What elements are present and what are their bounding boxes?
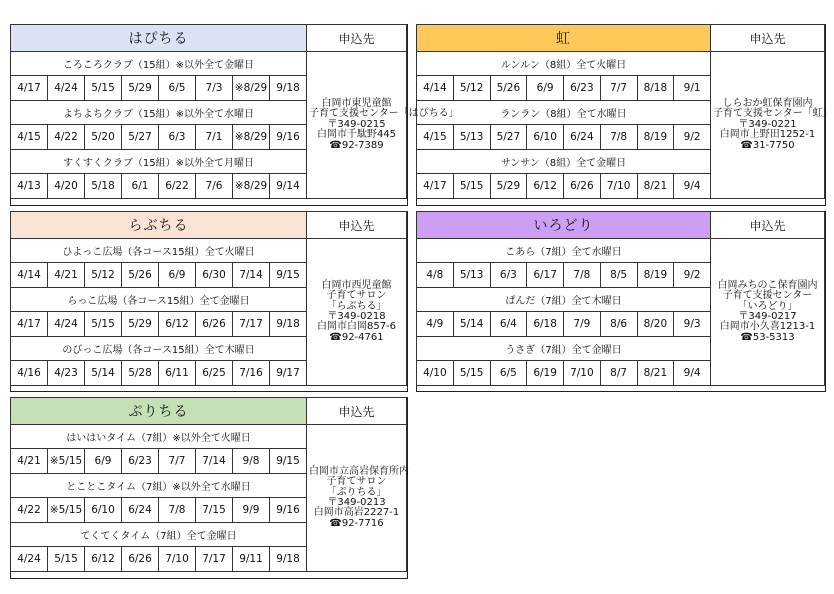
program-name: はいはいタイム（7組）※以外全て火曜日 — [11, 425, 307, 449]
purichiru-block — [10, 397, 408, 579]
date-cell: 4/16 — [11, 361, 48, 386]
date-cell: 5/26 — [490, 76, 527, 101]
contact-line: 白岡市千駄野445 — [316, 129, 397, 141]
irodori-apply-header: 申込先 — [711, 212, 825, 239]
irodori-contact-info — [711, 239, 825, 386]
date-cell: 8/5 — [600, 263, 637, 288]
date-cell: 9/8 — [233, 449, 270, 474]
date-cell: 7/16 — [233, 361, 270, 386]
date-cell: 6/12 — [85, 547, 122, 572]
niji-block — [416, 24, 833, 206]
date-cell: 7/8 — [600, 125, 637, 150]
date-cell: 7/7 — [600, 76, 637, 101]
rabuchiru-apply-header: 申込先 — [307, 212, 407, 239]
date-cell: 4/14 — [11, 263, 48, 288]
irodori-block — [416, 211, 826, 392]
date-cell: 4/17 — [11, 76, 48, 101]
date-cell: 9/3 — [674, 312, 711, 337]
date-cell: 6/1 — [122, 174, 159, 199]
date-cell: 6/9 — [159, 263, 196, 288]
hapichiru-apply-header: 申込先 — [307, 25, 407, 52]
date-cell: ※8/29 — [233, 125, 270, 150]
date-cell: 5/20 — [85, 125, 122, 150]
date-cell: 8/19 — [637, 125, 674, 150]
date-cell: 8/19 — [637, 263, 674, 288]
date-cell: 4/22 — [48, 125, 85, 150]
date-cell: 8/20 — [637, 312, 674, 337]
date-cell: 8/7 — [600, 361, 637, 386]
date-cell: 7/3 — [196, 76, 233, 101]
contact-line: 子育て支援センター「虹」 — [713, 108, 833, 120]
date-cell: 9/18 — [270, 76, 307, 101]
date-cell: 4/23 — [48, 361, 85, 386]
rabuchiru-contact-info — [307, 239, 407, 386]
date-cell: 5/29 — [490, 174, 527, 199]
date-cell: 6/17 — [527, 263, 564, 288]
contact-line: 〒349-0221 — [738, 118, 797, 130]
date-cell: 6/10 — [527, 125, 564, 150]
date-cell: 7/17 — [233, 312, 270, 337]
date-cell: 9/14 — [270, 174, 307, 199]
date-cell: 8/21 — [637, 174, 674, 199]
contact-line: 〒349-0215 — [327, 118, 386, 130]
hapichiru-title: はぴちる — [11, 25, 307, 52]
date-cell: 5/29 — [122, 312, 159, 337]
date-cell: 4/10 — [417, 361, 454, 386]
contact-line: 子育て支援センター — [722, 290, 813, 302]
date-cell: 6/26 — [564, 174, 601, 199]
date-cell: 4/13 — [11, 174, 48, 199]
date-cell: 9/4 — [674, 174, 711, 199]
purichiru-title: ぷりちる — [11, 398, 307, 425]
date-cell: 4/24 — [48, 76, 85, 101]
irodori-table — [416, 211, 825, 386]
date-cell: 4/20 — [48, 174, 85, 199]
date-cell: 6/9 — [527, 76, 564, 101]
program-name: ひよっこ広場（各コース15組）全て火曜日 — [11, 239, 307, 263]
rabuchiru-block — [10, 211, 408, 392]
date-cell: 4/21 — [11, 449, 48, 474]
date-cell: 9/9 — [233, 498, 270, 523]
program-name: こあら（7組）全て水曜日 — [417, 239, 711, 263]
contact-line: ☎53-5313 — [740, 331, 795, 343]
date-cell: 6/24 — [564, 125, 601, 150]
program-name: ころころクラブ（15組）※以外全て金曜日 — [11, 52, 307, 76]
date-cell: 5/29 — [122, 76, 159, 101]
date-cell: 6/26 — [122, 547, 159, 572]
date-cell: 7/17 — [196, 547, 233, 572]
date-cell: 7/7 — [159, 449, 196, 474]
date-cell: 9/16 — [270, 498, 307, 523]
date-cell: 5/15 — [453, 361, 490, 386]
date-cell: 7/10 — [600, 174, 637, 199]
program-name: てくてくタイム（7組）全て金曜日 — [11, 523, 307, 547]
niji-title: 虹 — [417, 25, 711, 52]
contact-line: ☎92-7389 — [329, 139, 384, 151]
date-cell: 7/14 — [196, 449, 233, 474]
date-cell: 6/9 — [85, 449, 122, 474]
contact-line: 白岡市西児童館 — [321, 279, 392, 291]
date-cell: 4/22 — [11, 498, 48, 523]
contact-line: 白岡市東児童館 — [321, 97, 392, 109]
date-cell: 4/15 — [417, 125, 454, 150]
contact-line: 白岡市白岡857-6 — [316, 321, 397, 333]
date-cell: 9/2 — [674, 125, 711, 150]
contact-line: 白岡みちのこ保育園内 — [717, 279, 818, 291]
program-name: のびっこ広場（各コース15組）全て木曜日 — [11, 337, 307, 361]
date-cell: ※5/15 — [48, 449, 85, 474]
contact-line: 〒349-0218 — [327, 311, 386, 322]
date-cell: 6/10 — [85, 498, 122, 523]
contact-line: 白岡市立高岩保育所内 — [309, 465, 409, 477]
contact-line: ☎92-7716 — [329, 517, 384, 529]
date-cell: 4/21 — [48, 263, 85, 288]
contact-line: ☎31-7750 — [740, 139, 795, 151]
niji-apply-header: 申込先 — [711, 25, 825, 52]
rabuchiru-table — [10, 211, 407, 386]
date-cell: 5/27 — [122, 125, 159, 150]
date-cell: 6/19 — [527, 361, 564, 386]
date-cell: 4/15 — [11, 125, 48, 150]
date-cell: ※8/29 — [233, 174, 270, 199]
program-name: らっこ広場（各コース15組）全て金曜日 — [11, 288, 307, 312]
date-cell: 6/30 — [196, 263, 233, 288]
date-cell: 5/14 — [453, 312, 490, 337]
date-cell: 9/4 — [674, 361, 711, 386]
date-cell: 5/26 — [122, 263, 159, 288]
date-cell: 6/26 — [196, 312, 233, 337]
date-cell: 5/13 — [453, 125, 490, 150]
date-cell: 6/5 — [490, 361, 527, 386]
date-cell: 7/10 — [564, 361, 601, 386]
rabuchiru-title: らぶちる — [11, 212, 307, 239]
date-cell: 9/18 — [270, 312, 307, 337]
date-cell: 9/15 — [270, 263, 307, 288]
contact-line: ☎92-4761 — [329, 331, 384, 343]
program-name: ルンルン（8組）全て火曜日 — [417, 52, 711, 76]
date-cell: 7/1 — [196, 125, 233, 150]
date-cell: 4/24 — [11, 547, 48, 572]
date-cell: 9/16 — [270, 125, 307, 150]
contact-line: 〒349-0217 — [738, 311, 797, 322]
date-cell: 6/12 — [527, 174, 564, 199]
contact-line: 「らぶちる」 — [326, 300, 387, 312]
contact-line: 子育てサロン — [326, 476, 387, 488]
date-cell: 5/27 — [490, 125, 527, 150]
date-cell: 6/18 — [527, 312, 564, 337]
date-cell: 6/3 — [490, 263, 527, 288]
contact-line: 「ぷりちる」 — [326, 486, 387, 498]
date-cell: 6/23 — [564, 76, 601, 101]
niji-contact-info — [711, 52, 833, 199]
date-cell: 4/17 — [11, 312, 48, 337]
purichiru-table — [10, 397, 407, 572]
program-name: すくすくクラブ（15組）※以外全て月曜日 — [11, 150, 307, 174]
date-cell: 6/12 — [159, 312, 196, 337]
date-cell: 9/2 — [674, 263, 711, 288]
date-cell: 9/18 — [270, 547, 307, 572]
date-cell: 8/21 — [637, 361, 674, 386]
contact-line: 子育てサロン — [326, 290, 387, 302]
program-name: とことこタイム（7組）※以外全て水曜日 — [11, 474, 307, 498]
date-cell: 9/17 — [270, 361, 307, 386]
date-cell: 4/9 — [417, 312, 454, 337]
date-cell: 5/28 — [122, 361, 159, 386]
program-name: ランラン（8組）全て水曜日 — [417, 101, 711, 125]
program-name: よちよちクラブ（15組）※以外全て水曜日 — [11, 101, 307, 125]
date-cell: 8/18 — [637, 76, 674, 101]
date-cell: 5/15 — [453, 174, 490, 199]
contact-line: 白岡市高岩2227-1 — [313, 507, 400, 519]
date-cell: 6/5 — [159, 76, 196, 101]
date-cell: 4/14 — [417, 76, 454, 101]
irodori-title: いろどり — [417, 212, 711, 239]
date-cell: 5/15 — [85, 76, 122, 101]
contact-line: 〒349-0213 — [327, 497, 386, 508]
date-cell: 6/24 — [122, 498, 159, 523]
date-cell: 7/10 — [159, 547, 196, 572]
purichiru-contact-info — [307, 425, 407, 572]
date-cell: 5/13 — [453, 263, 490, 288]
date-cell: 5/14 — [85, 361, 122, 386]
contact-line: 白岡市小久喜1213-1 — [719, 321, 816, 333]
date-cell: 9/11 — [233, 547, 270, 572]
date-cell: 5/12 — [85, 263, 122, 288]
date-cell: 8/6 — [600, 312, 637, 337]
date-cell: 7/9 — [564, 312, 601, 337]
date-cell: 7/8 — [564, 263, 601, 288]
date-cell: 6/4 — [490, 312, 527, 337]
date-cell: 6/22 — [159, 174, 196, 199]
date-cell: 6/25 — [196, 361, 233, 386]
program-name: サンサン（8組）全て金曜日 — [417, 150, 711, 174]
niji-table — [416, 24, 833, 199]
date-cell: 6/23 — [122, 449, 159, 474]
program-name: ぱんだ（7組）全て木曜日 — [417, 288, 711, 312]
contact-line: 白岡市上野田1252-1 — [719, 129, 816, 141]
date-cell: ※8/29 — [233, 76, 270, 101]
date-cell: 7/6 — [196, 174, 233, 199]
date-cell: 5/12 — [453, 76, 490, 101]
date-cell: 4/24 — [48, 312, 85, 337]
program-name: うさぎ（7組）全て金曜日 — [417, 337, 711, 361]
date-cell: 7/15 — [196, 498, 233, 523]
date-cell: 5/15 — [85, 312, 122, 337]
date-cell: 6/3 — [159, 125, 196, 150]
date-cell: 6/11 — [159, 361, 196, 386]
purichiru-apply-header: 申込先 — [307, 398, 407, 425]
date-cell: ※5/15 — [48, 498, 85, 523]
date-cell: 4/17 — [417, 174, 454, 199]
date-cell: 9/15 — [270, 449, 307, 474]
date-cell: 9/1 — [674, 76, 711, 101]
contact-line: 「いろどり」 — [737, 300, 798, 312]
contact-line: 子育て支援センター「はぴちる」 — [309, 108, 459, 120]
date-cell: 7/8 — [159, 498, 196, 523]
date-cell: 5/15 — [48, 547, 85, 572]
date-cell: 4/8 — [417, 263, 454, 288]
date-cell: 7/14 — [233, 263, 270, 288]
date-cell: 5/18 — [85, 174, 122, 199]
contact-line: しらおか虹保育園内 — [722, 97, 813, 109]
